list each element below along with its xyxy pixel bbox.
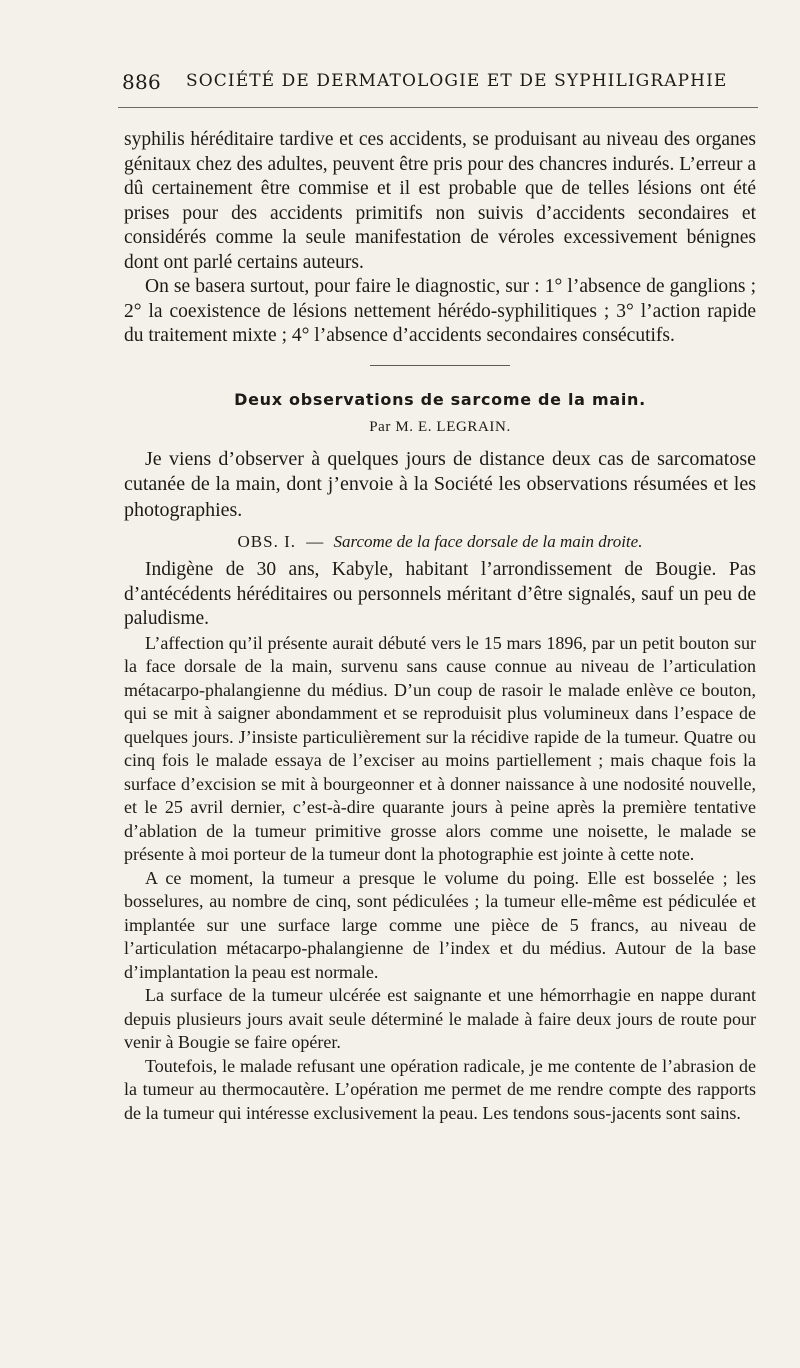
body-paragraph: On se basera surtout, pour faire le diagnostic, sur : 1° l’absence de ganglions ; 2° la coexistence de lésions nettement hérédo-syphilitiques ; 3° l’action rapide du traitement mixte ; 4° l’absence d’accidents secondaires consécutifs. (124, 276, 756, 346)
running-title: SOCIÉTÉ DE DERMATOLOGIE ET DE SYPHILIGRAPHIE (186, 71, 728, 91)
observation-paragraph: L’affection qu’il présente aurait débuté vers le 15 mars 1896, par un petit bouton sur la face dorsale de la main, survenu sans cause connue au niveau de l’articulation métacarpo-phalangienne du médius. D’un coup de rasoir le malade enlève ce bouton, qui se mit à saigner abondamment et se reproduisit plus volumineux dans l’espace de quelques jours. J’insiste particulièrement sur la récidive rapide de la tumeur. Quatre ou cinq fois le malade essaya de l’exciser au moins partiellement ; mais chaque fois la surface d’excision se mit à bourgeonner et à donner naissance à une nodosité nouvelle, et le 25 avril dernier, c’est-à-dire quarante jours à peine après la première tentative d’ablation de la tumeur primitive grosse alors comme une noisette, le malade se présente à moi porteur de la tumeur dont la photographie est jointe à cette note. (124, 632, 756, 864)
observation-dash: — (306, 532, 324, 551)
article-author: Par M. E. LEGRAIN. (369, 418, 511, 435)
page-header (118, 70, 758, 102)
page-number: 886 (122, 70, 162, 94)
article-title: Deux observations de sarcome de la main. (234, 389, 646, 409)
observation-heading (124, 531, 756, 553)
header-rule (118, 107, 758, 108)
observation-paragraph: A ce moment, la tumeur a presque le volume du poing. Elle est bosselée ; les bosselures, au nombre de cinq, sont pédiculées ; la tumeur elle-même est pédiculée et implantée sur une surface large comme une pièce de 5 francs, au niveau de l’articulation métacarpo-phalangienne de l’index et du médius. Autour de la base d’implantation la peau est normale. (124, 867, 756, 982)
observation-paragraph: Indigène de 30 ans, Kabyle, habitant l’arrondissement de Bougie. Pas d’antécédents héréditaires ou personnels méritant d’être signalés, sauf un peu de paludisme. (124, 559, 756, 629)
section-divider (370, 365, 510, 366)
page-content (124, 128, 756, 1125)
body-paragraph: syphilis héréditaire tardive et ces accidents, se produisant au niveau des organes génitaux chez des adultes, peuvent être pris pour des chancres indurés. L’erreur a dû certainement être commise et il est probable que de telles lésions ont été prises pour des accidents primitifs non suivis d’accidents secondaires et considérés comme la seule manifestation de véroles excessivement bénignes dont ont parlé certains auteurs. (124, 129, 756, 273)
observation-paragraph: La surface de la tumeur ulcérée est saignante et une hémorrhagie en nappe durant depuis plusieurs jours avait seule déterminé le malade à faire deux jours de route pour venir à Bougie se faire opérer. (124, 985, 756, 1052)
observation-title: Sarcome de la face dorsale de la main droite. (333, 532, 643, 551)
article-intro: Je viens d’observer à quelques jours de distance deux cas de sarcomatose cutanée de la main, dont j’envoie à la Société les observations résumées et les photographies. (124, 447, 756, 521)
observation-label: OBS. I. (237, 532, 297, 551)
observation-paragraph: Toutefois, le malade refusant une opération radicale, je me contente de l’abrasion de la tumeur au thermocautère. L’opération me permet de me rendre compte des rapports de la tumeur qui intéresse exclusivement la peau. Les tendons sous-jacents sont sains. (124, 1055, 756, 1123)
